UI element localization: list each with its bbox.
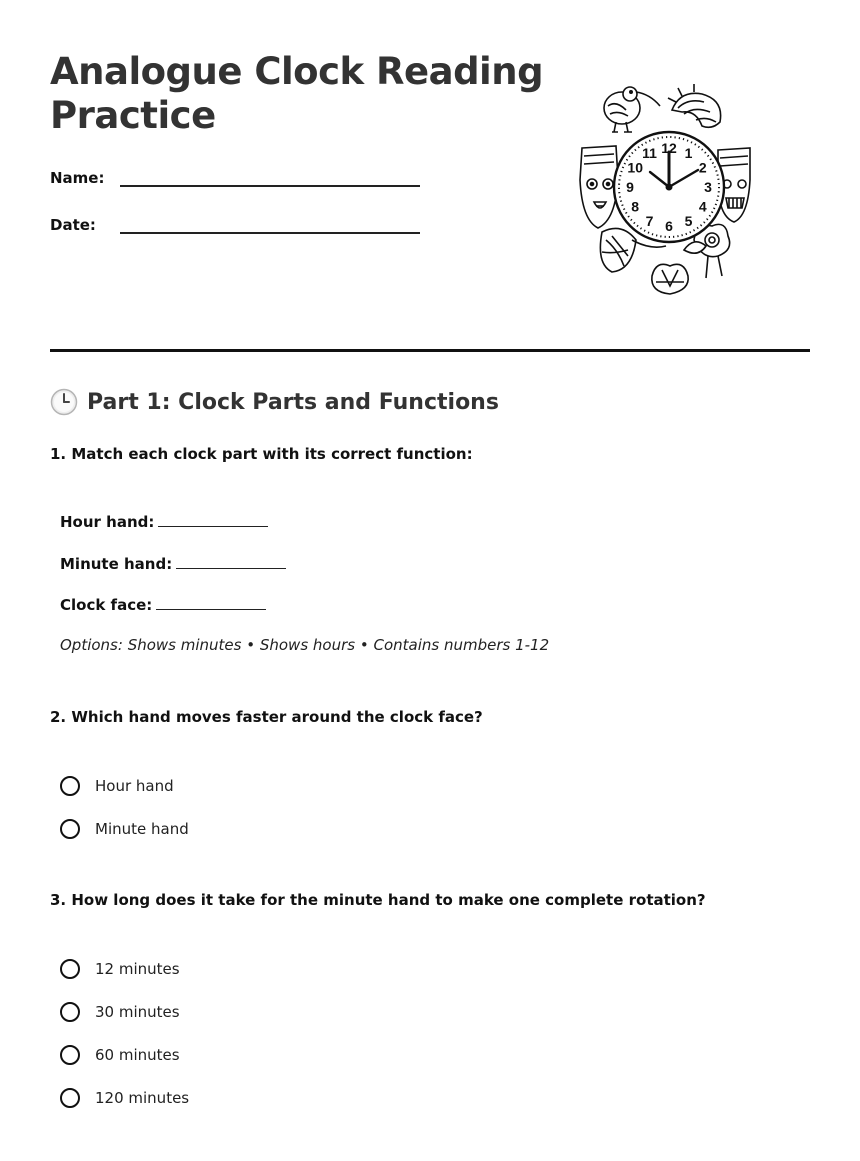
left-tiki-mask-icon [580, 146, 618, 228]
clock-illustration [572, 80, 762, 300]
clock-number: 1 [684, 145, 693, 162]
match-item-minute-hand [60, 554, 286, 573]
radio-label: 120 minutes [95, 1089, 190, 1107]
answer-blank[interactable] [158, 512, 268, 527]
page-title: Analogue Clock Reading Practice [50, 50, 544, 137]
match-options-hint: Options: Shows minutes • Shows hours • Contains numbers 1-12 [60, 636, 550, 654]
date-label: Date: [50, 216, 96, 234]
q3-option-12-minutes[interactable] [60, 956, 180, 982]
name-input-line[interactable] [120, 171, 420, 187]
radio-button[interactable] [60, 1002, 80, 1022]
question-3: 3. How long does it take for the minute hand to make one complete rotation? [50, 891, 706, 909]
answer-blank[interactable] [176, 554, 286, 569]
radio-label: 60 minutes [95, 1046, 180, 1064]
radio-button[interactable] [60, 959, 80, 979]
part1-title: Part 1: Clock Parts and Functions [87, 389, 499, 415]
radio-button[interactable] [60, 819, 80, 839]
name-label: Name: [50, 169, 105, 187]
clock-number: 2 [698, 159, 707, 176]
clock-number: 7 [645, 212, 654, 229]
clock-number: 5 [684, 212, 693, 229]
q3-option-120-minutes[interactable] [60, 1085, 189, 1111]
clock-number: 12 [661, 140, 677, 156]
match-item-label: Minute hand: [60, 555, 173, 573]
shell-icon [668, 84, 721, 127]
match-item-hour-hand [60, 512, 268, 531]
date-input-line[interactable] [120, 218, 420, 234]
radio-label: Hour hand [95, 777, 174, 795]
clock-number: 11 [642, 145, 657, 162]
match-item-label: Hour hand: [60, 513, 155, 531]
question-2: 2. Which hand moves faster around the clock face? [50, 708, 483, 726]
match-item-label: Clock face: [60, 596, 153, 614]
q3-option-60-minutes[interactable] [60, 1042, 180, 1068]
header-divider [50, 349, 810, 352]
clock-face-emoji-icon [50, 388, 78, 416]
bottom-flower-icon [652, 264, 688, 294]
clock-number: 6 [665, 218, 673, 234]
radio-button[interactable] [60, 1045, 80, 1065]
part1-heading [50, 388, 499, 416]
q2-option-hour-hand[interactable] [60, 773, 174, 799]
radio-label: 30 minutes [95, 1003, 180, 1021]
radio-label: Minute hand [95, 820, 189, 838]
question-1: 1. Match each clock part with its correct function: [50, 445, 473, 463]
q3-option-30-minutes[interactable] [60, 999, 180, 1025]
kiwi-bird-icon [604, 87, 660, 132]
date-field-row [50, 210, 420, 234]
match-item-clock-face [60, 595, 266, 614]
name-field-row [50, 163, 420, 187]
clock-number: 9 [626, 179, 634, 195]
answer-blank[interactable] [156, 595, 266, 610]
clock-number: 3 [704, 179, 712, 195]
clock-number: 10 [627, 159, 643, 176]
q2-option-minute-hand[interactable] [60, 816, 189, 842]
radio-label: 12 minutes [95, 960, 180, 978]
radio-button[interactable] [60, 1088, 80, 1108]
clock-number: 4 [698, 198, 707, 215]
radio-button[interactable] [60, 776, 80, 796]
clock-number: 8 [631, 198, 640, 215]
